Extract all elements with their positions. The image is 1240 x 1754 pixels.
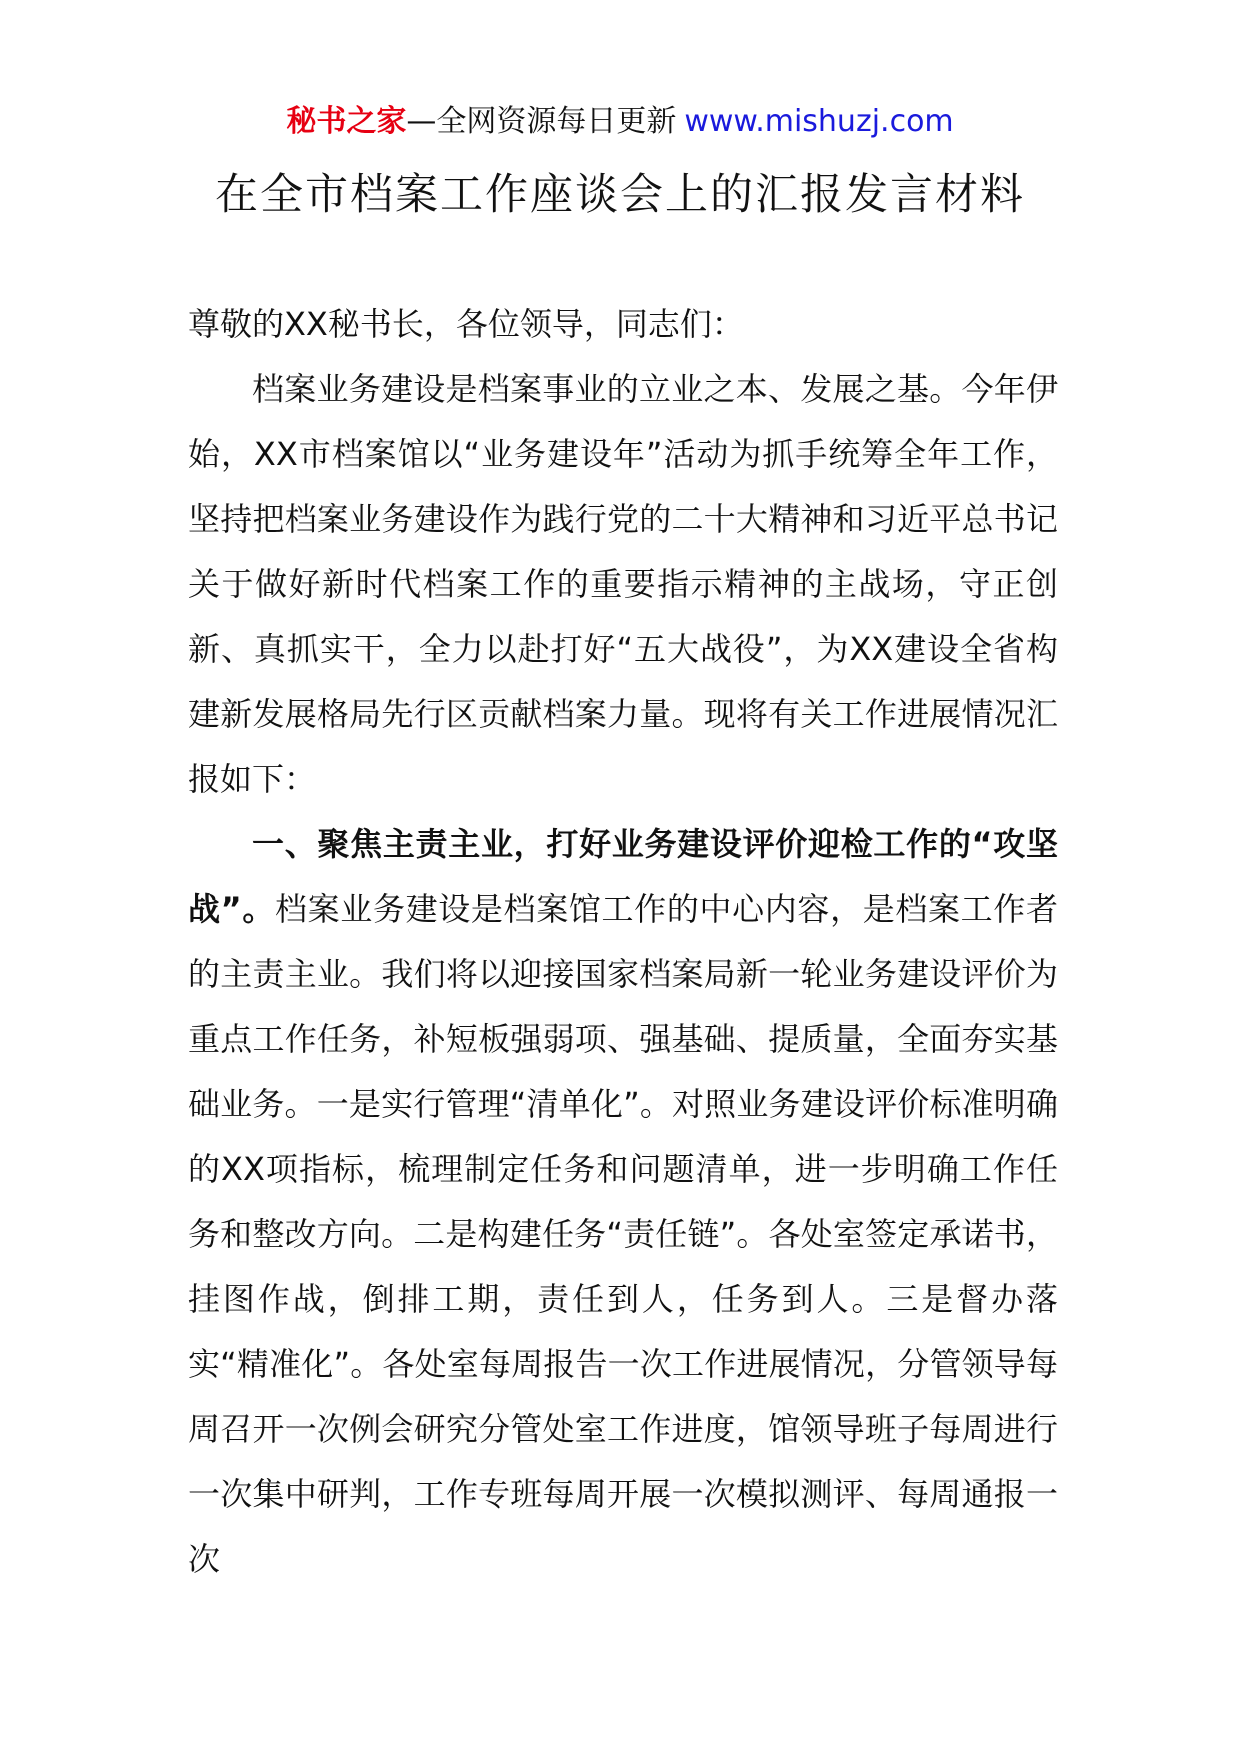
document-body xyxy=(188,292,1058,1592)
section-1-heading: 一、聚焦主责主业，打好业务建设评价迎检工作的“攻坚战”。 xyxy=(188,825,1058,928)
section-1-paragraph xyxy=(188,812,1058,1592)
document-title: 在全市档案工作座谈会上的汇报发言材料 xyxy=(215,170,1025,220)
brand-name: 秘书之家 xyxy=(286,104,407,139)
greeting-line: 尊敬的XX秘书长，各位领导，同志们： xyxy=(188,305,744,343)
header-slogan: —全网资源每日更新 xyxy=(406,104,677,139)
intro-paragraph: 档案业务建设是档案事业的立业之本、发展之基。今年伊始，XX市档案馆以“业务建设年”活动为抓手统筹全年工作，坚持把档案业务建设作为践行党的二十大精神和习近平总书记关于做好新时代档案工作的重要指示精神的主战场，守正创新、真抓实干，全力以赴打好“五大战役”，为XX建设全省构建新发展格局先行区贡献档案力量。现将有关工作进展情况汇报如下： xyxy=(188,370,1058,798)
site-header xyxy=(0,100,1240,144)
site-url-link[interactable]: www.mishuzj.com xyxy=(684,104,954,139)
section-1-body: 档案业务建设是档案馆工作的中心内容，是档案工作者的主责主业。我们将以迎接国家档案局新一轮业务建设评价为重点工作任务，补短板强弱项、强基础、提质量，全面夯实基础业务。一是实行管理“清单化”。对照业务建设评价标准明确的XX项指标，梳理制定任务和问题清单，进一步明确工作任务和整改方向。二是构建任务“责任链”。各处室签定承诺书，挂图作战，倒排工期，责任到人，任务到人。三是督办落实“精准化”。各处室每周报告一次工作进展情况，分管领导每周召开一次例会研究分管处室工作进度，馆领导班子每周进行一次集中研判，工作专班每周开展一次模拟测评、每周通报一次 xyxy=(188,890,1058,1578)
